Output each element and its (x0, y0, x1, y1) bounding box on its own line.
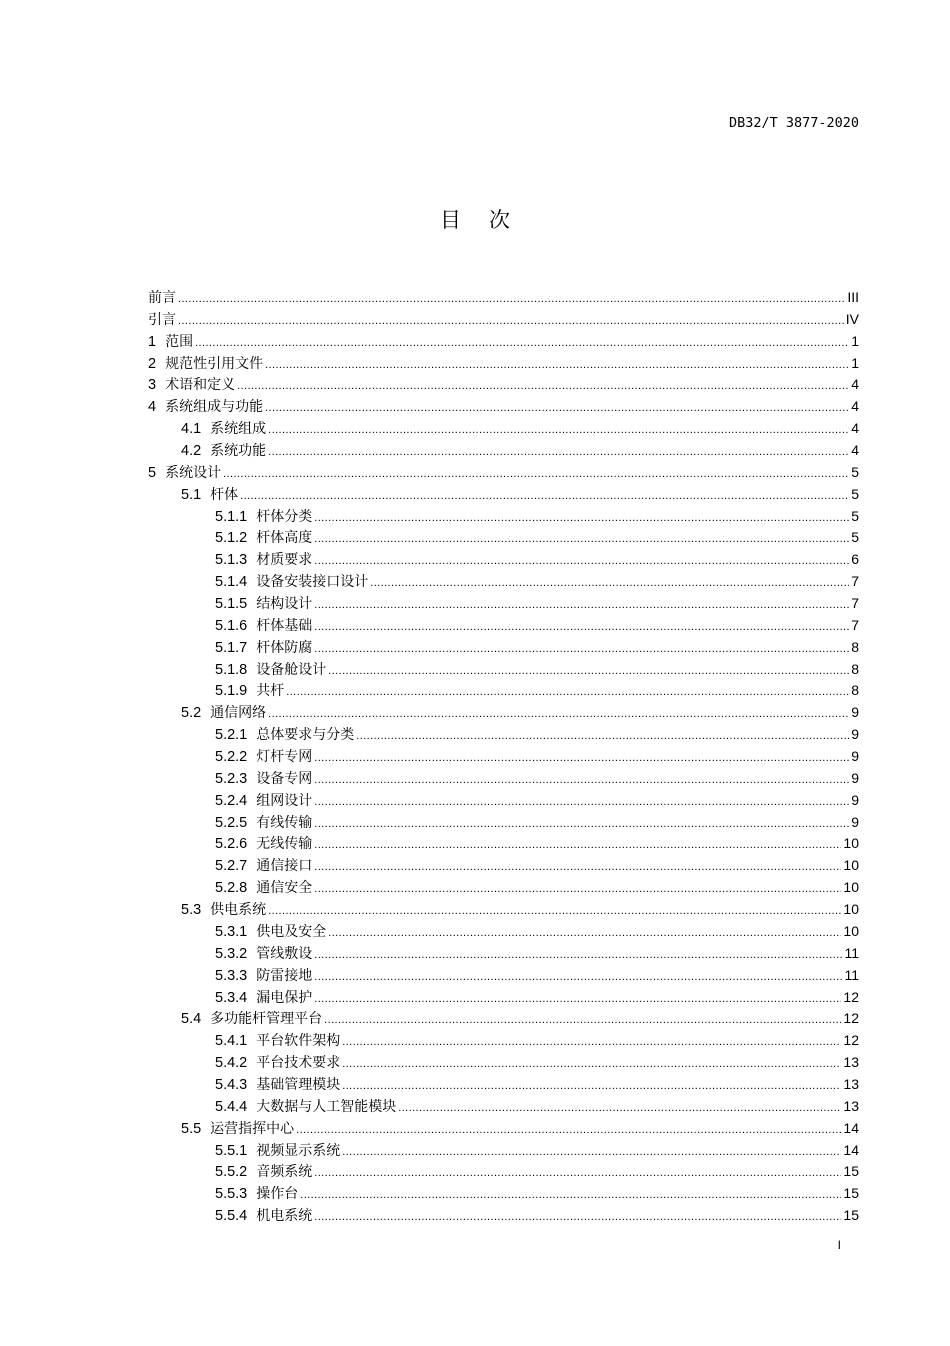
dot-leader (314, 748, 849, 770)
dot-leader (268, 420, 849, 442)
dot-leader (324, 1010, 841, 1032)
toc-entry-page: 13 (843, 1097, 859, 1114)
toc-entry-label: 供电及安全 (256, 923, 327, 940)
dot-leader (314, 617, 849, 639)
dot-leader (314, 879, 841, 901)
toc-entry-number: 5.4.4 (215, 1098, 248, 1115)
toc-entry-label: 设备安装接口设计 (256, 574, 369, 591)
toc-entry[interactable] (148, 1052, 859, 1074)
toc-entry-label: 设备舱设计 (256, 661, 327, 678)
toc-entry-page: 7 (851, 595, 859, 612)
toc-entry[interactable] (148, 440, 859, 462)
toc-entry-number: 5.4.2 (215, 1055, 248, 1072)
toc-entry-number: 5.4.3 (215, 1076, 248, 1093)
toc-entry[interactable] (148, 1118, 859, 1140)
toc-entry[interactable] (148, 855, 859, 877)
toc-entry-page: 12 (843, 988, 859, 1005)
toc-entry[interactable] (148, 790, 859, 812)
toc-entry-page: 12 (843, 1010, 859, 1027)
toc-entry-number: 5.1.6 (215, 617, 248, 634)
toc-entry-page: IV (845, 310, 859, 327)
toc-entry[interactable] (148, 527, 859, 549)
toc-entry-number: 5.5.3 (215, 1186, 248, 1203)
toc-entry[interactable] (148, 943, 859, 965)
toc-entry-page: 11 (844, 966, 859, 983)
toc-entry-page: 4 (851, 376, 859, 393)
page-number: I (837, 1238, 841, 1252)
dot-leader (314, 595, 849, 617)
toc-entry-number: 3 (148, 377, 157, 394)
toc-entry-label: 系统组成与功能 (165, 399, 264, 416)
dot-leader (328, 661, 849, 683)
toc-entry-label: 杆体防腐 (256, 639, 313, 656)
toc-entry[interactable] (148, 353, 859, 375)
dot-leader (265, 398, 849, 420)
toc-entry-number: 5.2.4 (215, 792, 248, 809)
toc-entry[interactable] (148, 593, 859, 615)
toc-entry[interactable] (148, 899, 859, 921)
dot-leader (314, 792, 849, 814)
toc-entry-label: 组网设计 (256, 792, 313, 809)
toc-entry[interactable] (148, 1205, 859, 1227)
toc-entry-label: 运营指挥中心 (210, 1120, 295, 1137)
toc-entry-page: 10 (843, 922, 859, 939)
toc-entry[interactable] (148, 680, 859, 702)
toc-entry[interactable] (148, 1030, 859, 1052)
dot-leader (178, 311, 844, 333)
toc-entry-page: 12 (843, 1032, 859, 1049)
toc-entry[interactable] (148, 1074, 859, 1096)
toc-entry-number: 5.1.1 (215, 508, 248, 525)
toc-entry[interactable] (148, 1140, 859, 1162)
toc-entry-label: 操作台 (256, 1186, 299, 1203)
dot-leader (342, 1142, 841, 1164)
toc-entry-label: 材质要求 (256, 552, 313, 569)
dot-leader (328, 923, 841, 945)
toc-entry[interactable] (148, 659, 859, 681)
toc-entry-label: 术语和定义 (165, 377, 236, 394)
toc-entry-label: 引言 (148, 311, 176, 328)
toc-entry-page: 14 (843, 1141, 859, 1158)
toc-entry-number: 5.2 (181, 705, 202, 722)
dot-leader (223, 464, 849, 486)
toc-entry[interactable] (148, 746, 859, 768)
toc-entry-page: 9 (851, 813, 859, 830)
dot-leader (314, 1207, 841, 1229)
toc-entry-label: 系统组成 (210, 421, 267, 438)
toc-entry[interactable] (148, 418, 859, 440)
toc-entry-page: 10 (843, 857, 859, 874)
toc-entry-label: 大数据与人工智能模块 (256, 1098, 397, 1115)
toc-entry[interactable] (148, 1008, 859, 1030)
toc-entry[interactable] (148, 637, 859, 659)
toc-entry-label: 音频系统 (256, 1164, 313, 1181)
toc-entry-page: 9 (851, 791, 859, 808)
toc-entry[interactable] (148, 615, 859, 637)
dot-leader (342, 1054, 841, 1076)
toc-entry-number: 2 (148, 355, 157, 372)
toc-entry-page: 7 (851, 616, 859, 633)
toc-entry-label: 无线传输 (256, 836, 313, 853)
toc-entry-label: 基础管理模块 (256, 1076, 341, 1093)
toc-entry-number: 5.4.1 (215, 1033, 248, 1050)
dot-leader (268, 442, 849, 464)
toc-entry-number: 5.3.3 (215, 967, 248, 984)
toc-entry[interactable] (148, 702, 859, 724)
dot-leader (314, 814, 849, 836)
toc-entry-number: 5.1.8 (215, 661, 248, 678)
toc-entry-number: 5.1.4 (215, 574, 248, 591)
toc-entry-page: 4 (851, 420, 859, 437)
toc-entry-number: 4.1 (181, 421, 202, 438)
toc-entry-number: 5.4 (181, 1011, 202, 1028)
toc-entry-number: 5.1 (181, 486, 202, 503)
toc-entry-number: 5.3.4 (215, 989, 248, 1006)
dot-leader (240, 486, 849, 508)
toc-entry-page: 4 (851, 398, 859, 415)
toc-entry-number: 5.3 (181, 902, 202, 919)
toc-entry[interactable] (148, 877, 859, 899)
toc-entry[interactable] (148, 396, 859, 418)
toc-entry[interactable] (148, 1096, 859, 1118)
dot-leader (398, 1098, 841, 1120)
toc-entry-label: 防雷接地 (256, 967, 313, 984)
toc-entry-page: 15 (843, 1163, 859, 1180)
toc-entry[interactable] (148, 484, 859, 506)
toc-entry-label: 漏电保护 (256, 989, 313, 1006)
toc-entry-page: 5 (851, 507, 859, 524)
dot-leader (314, 967, 842, 989)
toc-entry-number: 5.2.3 (215, 770, 248, 787)
toc-entry-page: 1 (851, 332, 859, 349)
toc-entry-number: 5 (148, 464, 157, 481)
toc-entry-label: 通信网络 (210, 705, 267, 722)
toc-entry-number: 5.3.2 (215, 945, 248, 962)
toc-entry-label: 结构设计 (256, 596, 313, 613)
dot-leader (342, 1076, 841, 1098)
toc-entry-page: 4 (851, 442, 859, 459)
toc-entry[interactable] (148, 571, 859, 593)
toc-entry-page: 7 (851, 573, 859, 590)
toc-entry-label: 有线传输 (256, 814, 313, 831)
toc-entry-page: 9 (851, 748, 859, 765)
dot-leader (286, 682, 849, 704)
dot-leader (314, 989, 841, 1011)
toc-entry-label: 平台软件架构 (256, 1033, 341, 1050)
toc-entry-label: 规范性引用文件 (165, 355, 264, 372)
dot-leader (268, 901, 841, 923)
toc-entry-page: 15 (843, 1185, 859, 1202)
toc-entry-number: 1 (148, 333, 157, 350)
toc-entry-number: 5.2.6 (215, 836, 248, 853)
toc-entry-page: 9 (851, 704, 859, 721)
toc-entry[interactable] (148, 309, 859, 331)
toc-entry-page: 11 (844, 944, 859, 961)
toc-entry-label: 设备专网 (256, 770, 313, 787)
toc-entry-label: 视频显示系统 (256, 1142, 341, 1159)
toc-entry-page: 6 (851, 551, 859, 568)
page-title: 目次 (440, 208, 538, 232)
toc-entry-label: 系统设计 (165, 464, 222, 481)
dot-leader (296, 1120, 841, 1142)
toc-entry-page: 10 (843, 835, 859, 852)
toc-entry[interactable] (148, 549, 859, 571)
dot-leader (265, 355, 849, 377)
toc-entry-number: 5.1.2 (215, 530, 248, 547)
toc-entry-number: 5.2.1 (215, 727, 248, 744)
toc-entry-number: 5.2.7 (215, 858, 248, 875)
toc-entry-label: 通信接口 (256, 858, 313, 875)
toc-entry-label: 供电系统 (210, 902, 267, 919)
toc-entry-number: 4 (148, 399, 157, 416)
toc-entry-number: 5.5.4 (215, 1208, 248, 1225)
toc-entry-number: 5.1.5 (215, 596, 248, 613)
toc-entry-label: 共杆 (256, 683, 285, 700)
toc-entry-number: 5.1.9 (215, 683, 248, 700)
toc-entry[interactable] (148, 965, 859, 987)
toc-entry-label: 杆体 (210, 486, 239, 503)
toc-entry-label: 平台技术要求 (256, 1055, 341, 1072)
toc-entry-page: 10 (843, 901, 859, 918)
toc-entry-label: 前言 (148, 290, 176, 306)
dot-leader (314, 551, 849, 573)
toc-entry[interactable] (148, 812, 859, 834)
toc-entry-number: 5.5.1 (215, 1142, 248, 1159)
toc-entry[interactable] (148, 921, 859, 943)
toc-entry-number: 4.2 (181, 443, 202, 460)
toc-entry-number: 5.2.2 (215, 749, 248, 766)
toc-entry-page: III (847, 289, 859, 305)
toc-entry-label: 灯杆专网 (256, 749, 313, 766)
toc-entry-page: 5 (851, 529, 859, 546)
toc-entry[interactable] (148, 374, 859, 396)
dot-leader (314, 529, 849, 551)
dot-leader (314, 770, 849, 792)
toc-entry-label: 通信安全 (256, 880, 313, 897)
toc-entry-page: 9 (851, 769, 859, 786)
dot-leader (314, 1163, 841, 1185)
dot-leader (195, 333, 849, 355)
toc-entry-page: 1 (851, 354, 859, 371)
dot-leader (314, 835, 841, 857)
toc-entry-number: 5.1.7 (215, 639, 248, 656)
toc-entry-number: 5.3.1 (215, 923, 248, 940)
dot-leader (356, 726, 849, 748)
toc-entry-label: 范围 (165, 333, 194, 350)
toc-entry-page: 5 (851, 485, 859, 502)
toc-entry[interactable] (148, 724, 859, 746)
dot-leader (314, 945, 842, 967)
toc-entry-label: 总体要求与分类 (256, 727, 355, 744)
dot-leader (314, 857, 841, 879)
toc-entry[interactable] (148, 1183, 859, 1205)
toc-entry-page: 15 (843, 1207, 859, 1224)
toc-entry[interactable] (148, 987, 859, 1009)
toc-entry-label: 管线敷设 (256, 945, 313, 962)
toc-entry[interactable] (148, 506, 859, 528)
table-of-contents (148, 287, 859, 1227)
dot-leader (314, 508, 849, 530)
dot-leader (370, 573, 849, 595)
dot-leader (178, 289, 845, 311)
toc-entry-page: 8 (851, 682, 859, 699)
toc-entry-page: 14 (843, 1119, 859, 1136)
toc-entry-page: 13 (843, 1075, 859, 1092)
toc-entry[interactable] (148, 1161, 859, 1183)
toc-entry-number: 5.1.3 (215, 552, 248, 569)
toc-entry[interactable] (148, 768, 859, 790)
dot-leader (237, 376, 849, 398)
toc-entry-number: 5.5.2 (215, 1164, 248, 1181)
toc-entry-label: 多功能杆管理平台 (210, 1011, 323, 1028)
toc-entry[interactable] (148, 462, 859, 484)
toc-entry-page: 10 (843, 879, 859, 896)
toc-entry[interactable] (148, 287, 859, 309)
toc-entry-page: 13 (843, 1054, 859, 1071)
toc-entry[interactable] (148, 331, 859, 353)
toc-entry-page: 9 (851, 726, 859, 743)
toc-entry-number: 5.2.5 (215, 814, 248, 831)
toc-entry-label: 杆体分类 (256, 508, 313, 525)
document-code: DB32/T 3877-2020 (728, 115, 859, 131)
toc-entry-label: 机电系统 (256, 1208, 313, 1225)
toc-entry-label: 杆体基础 (256, 617, 313, 634)
dot-leader (314, 639, 849, 661)
toc-entry-page: 8 (851, 638, 859, 655)
toc-entry-number: 5.2.8 (215, 880, 248, 897)
dot-leader (342, 1032, 841, 1054)
toc-entry-label: 杆体高度 (256, 530, 313, 547)
toc-entry-label: 系统功能 (210, 443, 267, 460)
dot-leader (300, 1185, 841, 1207)
toc-entry-page: 8 (851, 660, 859, 677)
toc-entry-page: 5 (851, 463, 859, 480)
toc-entry[interactable] (148, 833, 859, 855)
toc-entry-number: 5.5 (181, 1120, 202, 1137)
dot-leader (268, 704, 849, 726)
